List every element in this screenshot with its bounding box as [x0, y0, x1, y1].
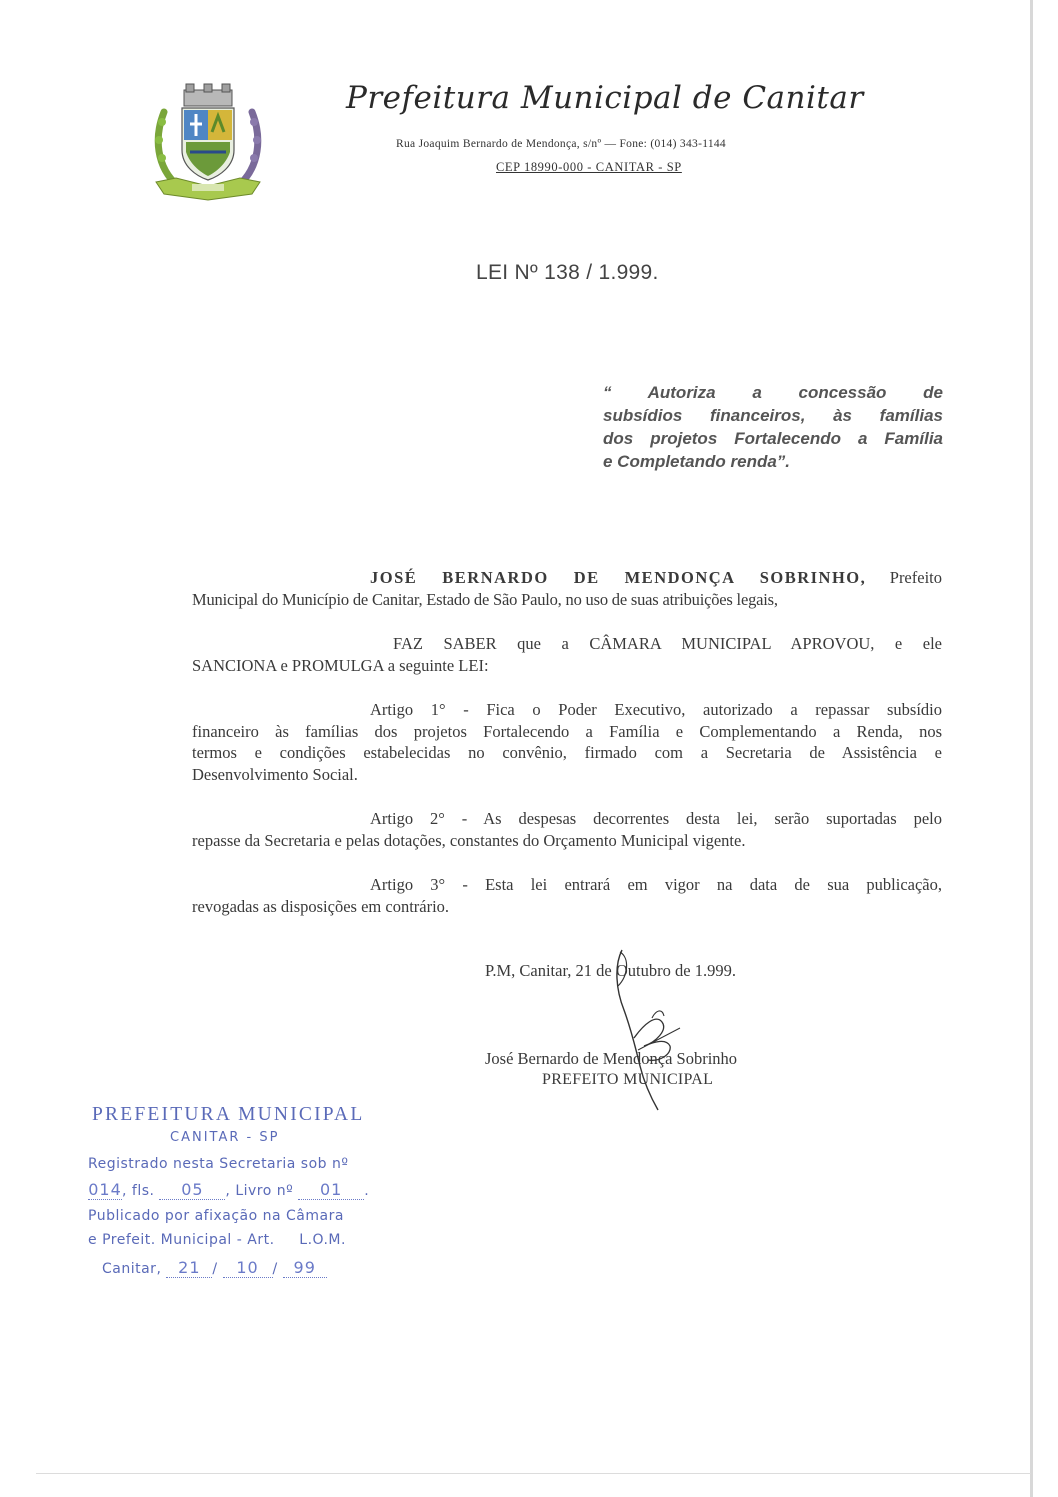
preamble-line-1	[192, 567, 942, 589]
promulgation-line-1: FAZ SABER que a CÂMARA MUNICIPAL APROVOU, e ele	[393, 634, 942, 653]
article-1	[192, 699, 942, 785]
article-2	[192, 808, 942, 851]
promulgation-line-2: SANCIONA e PROMULGA a seguinte LEI:	[192, 655, 489, 675]
date-line: P.M, Canitar, 21 de Outubro de 1.999.	[485, 961, 736, 980]
summary-line: “ Autoriza a concessão de	[603, 383, 943, 402]
stamp-city-label: Canitar,	[102, 1261, 162, 1277]
preamble-paragraph	[192, 567, 942, 610]
mayor-name: JOSÉ BERNARDO DE MENDONÇA SOBRINHO,	[370, 568, 867, 587]
livro-label: , Livro nº	[225, 1183, 294, 1199]
header-title: Prefeitura Municipal de Canitar	[346, 80, 864, 116]
page-bottom-edge	[36, 1473, 1031, 1474]
stamp-line-2: 014, fls. 05 , Livro nº 01 .	[88, 1180, 370, 1199]
law-number: LEI Nº 138 / 1.999.	[476, 261, 659, 284]
article-line: repasse da Secretaria e pelas dotações, constantes do Orçamento Municipal vigente.	[192, 830, 746, 850]
stamp-month: 10	[223, 1258, 273, 1278]
stamp-line-1: Registrado nesta Secretaria sob nº	[88, 1156, 349, 1172]
fls-value: 05	[159, 1180, 225, 1200]
preamble-line-2: Municipal do Município de Canitar, Estado de São Paulo, no uso de suas atribuições legais,	[192, 589, 778, 609]
stamp-line-5: Canitar, 21 / 10 / 99	[102, 1258, 327, 1278]
page-edge	[1030, 0, 1033, 1497]
law-summary	[603, 381, 943, 473]
promulgation-paragraph	[192, 633, 942, 676]
article-line: Desenvolvimento Social.	[192, 764, 358, 784]
summary-line: e Completando renda”.	[603, 452, 791, 471]
stamp-title: PREFEITURA MUNICIPAL	[92, 1104, 365, 1125]
header-cep: CEP 18990-000 - CANITAR - SP	[496, 160, 682, 174]
article-line: revogadas as disposições em contrário.	[192, 896, 450, 916]
stamp-line-4: e Prefeit. Municipal - Art. L.O.M.	[88, 1232, 346, 1248]
summary-line: dos projetos Fortalecendo a Família	[603, 429, 943, 448]
article-line: termos e condições estabelecidas no convênio, firmado com a Secretaria de Assistência e	[192, 743, 942, 762]
fls-label: , fls.	[122, 1183, 155, 1199]
article-line: Artigo 2° - As despesas decorrentes desta lei, serão suportadas pelo	[370, 809, 942, 828]
signer-name: José Bernardo de Mendonça Sobrinho	[485, 1049, 738, 1068]
article-line: financeiro às famílias dos projetos Fortalecendo a Família e Complementando a Renda, nos	[192, 721, 942, 741]
stamp-subtitle: CANITAR - SP	[170, 1130, 280, 1145]
article-3	[192, 874, 942, 917]
stamp-day: 21	[166, 1258, 212, 1278]
article-line: Artigo 3° - Esta lei entrará em vigor na data de sua publicação,	[370, 875, 942, 894]
coat-of-arms-icon	[150, 82, 266, 204]
livro-value: 01	[298, 1180, 364, 1200]
handwritten-signature	[600, 946, 690, 1116]
stamp-line-3: Publicado por afixação na Câmara	[88, 1208, 344, 1224]
stamp-year: 99	[283, 1258, 327, 1278]
registration-number: 014	[88, 1180, 122, 1199]
signer-role: PREFEITO MUNICIPAL	[542, 1071, 714, 1088]
summary-line: subsídios financeiros, às famílias	[603, 406, 943, 425]
header-address: Rua Joaquim Bernardo de Mendonça, s/nº — Fone: (014) 343-1144	[396, 138, 726, 150]
article-line: Artigo 1° - Fica o Poder Executivo, autorizado a repassar subsídio	[370, 700, 942, 719]
preamble-title: Prefeito	[889, 568, 942, 587]
